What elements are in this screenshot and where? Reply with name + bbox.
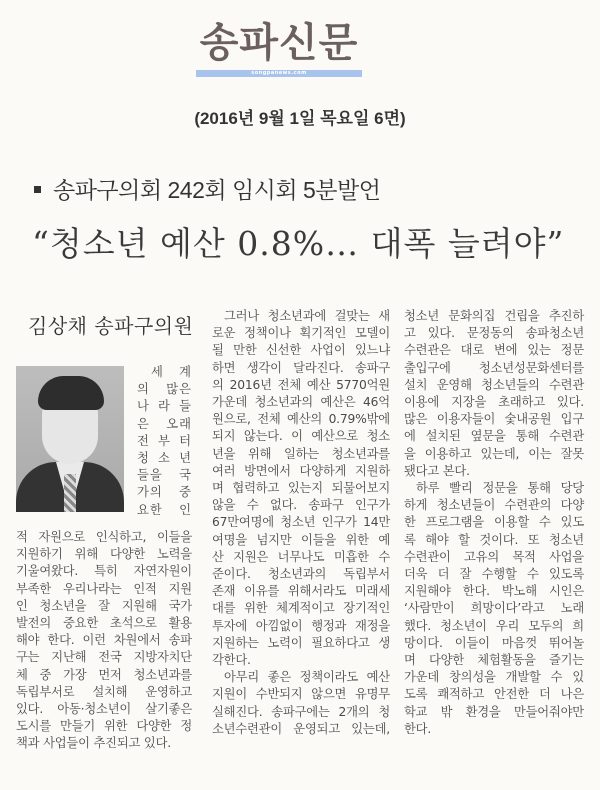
article-kicker bbox=[34, 172, 380, 205]
text-line: 하루 빨리 정문을 통해 당당 bbox=[416, 481, 584, 496]
text-line: 발전의 중요한 초석으로 활용 bbox=[16, 616, 192, 631]
text-line: 청 소 년 bbox=[137, 451, 192, 466]
text-line: 이용에 지장을 초래하고 있다. bbox=[404, 395, 584, 410]
text-line: 나 라 들 bbox=[137, 399, 192, 414]
text-line: 있다. 아동·청소년이 살기좋은 bbox=[16, 702, 192, 717]
text-line: 대를 위한 체계적이고 장기적인 bbox=[212, 601, 390, 616]
text-line: 전 부 터 bbox=[137, 433, 192, 448]
text-line: 들을 국 bbox=[137, 468, 192, 483]
masthead bbox=[196, 18, 362, 77]
text-line: 각한다. bbox=[212, 653, 251, 668]
text-line: 많은 이용자들이 숯내공원 입구 bbox=[404, 412, 584, 427]
text-line: 세 계 bbox=[151, 365, 192, 379]
article-headline: “청소년 예산 0.8%… 대폭 늘려야” bbox=[32, 224, 565, 263]
text-line: 요한 인 bbox=[137, 502, 192, 517]
text-line: 망이다. 이들이 마음껏 뛰어놀 bbox=[404, 635, 584, 650]
text-line: 학교 밖 환경을 만들어줘야만 bbox=[404, 704, 584, 719]
text-line: 했다. 청소년이 우리 모두의 희 bbox=[404, 618, 584, 633]
column-3 bbox=[404, 308, 584, 738]
text-line: ‘사람만이 희망이다’라고 노래 bbox=[404, 601, 584, 616]
column-2 bbox=[212, 308, 390, 738]
photo-hair bbox=[38, 376, 104, 410]
text-line: 설치 운영해 청소년들의 수련관 bbox=[404, 377, 584, 392]
text-line: 도록 쾌적하고 안전한 더 나은 bbox=[404, 687, 584, 702]
text-line: 을 이용하고 있는데, 이는 잘못 bbox=[404, 446, 584, 461]
text-line: 되지 않는다. 이 예산으로 청소 bbox=[212, 429, 390, 444]
text-line: 지원이 수반되지 않으면 유명무 bbox=[212, 687, 390, 702]
text-line: 도시를 만들기 위한 다양한 정 bbox=[16, 719, 192, 734]
dateline: (2016년 9월 1일 목요일 6면) bbox=[194, 109, 406, 128]
square-bullet-icon bbox=[34, 186, 41, 193]
text-line: 하면 생각이 달라진다. 송파구 bbox=[212, 360, 390, 375]
photo-tie bbox=[64, 474, 76, 512]
text-line: 해야 한다. 이런 차원에서 송파 bbox=[16, 633, 192, 648]
text-line: 실해진다. 송파구에는 2개의 청 bbox=[212, 704, 390, 719]
text-line: 원으로, 전체 예산의 0.79%밖에 bbox=[212, 412, 390, 427]
text-line: 하게 청소년들이 수련관의 다양 bbox=[404, 498, 584, 513]
text-line: 소년수련관이 운영되고 있는데, bbox=[212, 721, 390, 736]
text-line: 은 오래 bbox=[137, 416, 192, 431]
text-line: 로운 정책이나 획기적인 모델이 bbox=[212, 326, 390, 341]
text-line: 한다. bbox=[404, 721, 432, 736]
text-line: 년을 위해 일하는 청소년과를 bbox=[212, 446, 390, 461]
text-line: 인 청소년을 잘 지원해 국가 bbox=[16, 598, 192, 613]
text-line: 됐다고 본다. bbox=[404, 463, 470, 478]
text-line: 구는 지난해 전국 지방자치단 bbox=[16, 650, 192, 665]
text-line: 책과 사업들이 추진되고 있다. bbox=[16, 736, 171, 751]
text-line: 가의 중 bbox=[137, 485, 192, 500]
text-line: 아무리 좋은 정책이라도 예산 bbox=[224, 670, 390, 685]
text-line: 기울여왔다. 특히 자연자원이 bbox=[16, 564, 192, 579]
text-line: 며 다양한 체험활동을 즐기는 bbox=[404, 653, 584, 668]
text-line: 가운데 창의성을 개발할 수 있 bbox=[404, 670, 584, 685]
text-line: 가운데 청소년과의 예산은 46억 bbox=[212, 395, 390, 410]
text-line: 독립부서로 설치해 운영하고 bbox=[16, 684, 192, 699]
text-line: 여러 방면에서 다양하게 지원하 bbox=[212, 463, 390, 478]
byline: 김상채 송파구의원 bbox=[28, 314, 194, 338]
text-line: 지원하기 위해 다양한 노력을 bbox=[16, 547, 192, 562]
newspaper-logo: 송파신문 bbox=[199, 20, 359, 66]
text-line: 존재 이유를 위해서라도 미래세 bbox=[212, 584, 390, 599]
text-line: 수련관이 고유의 목적 사업을 bbox=[404, 549, 584, 564]
text-line: 여명을 넘지만 이들을 위한 예 bbox=[212, 532, 390, 547]
logo-url-bar: songpanews.com bbox=[196, 70, 362, 77]
kicker-text: 송파구의회 242회 임시회 5분발언 bbox=[53, 177, 381, 203]
text-line: 지원해야 한다. 박노해 시인은 bbox=[404, 584, 584, 599]
text-line: 투자에 아낌없이 행정과 재정을 bbox=[212, 618, 390, 633]
text-line: 의 2016년 전체 예산 5770억원 bbox=[212, 377, 390, 392]
text-line: 의 많은 bbox=[137, 382, 192, 397]
column-1-narrow bbox=[137, 364, 192, 519]
text-line: 한 프로그램을 이용할 수 있도 bbox=[404, 515, 584, 530]
text-line: 67만여명에 청소년 인구가 14만 bbox=[212, 515, 390, 530]
text-line: 록 해야 할 것이다. 또 청소년 bbox=[404, 532, 584, 547]
text-line: 수련관은 대로 변에 있는 정문 bbox=[404, 343, 584, 358]
text-line: 지원하는 노력이 필요하다고 생 bbox=[212, 635, 390, 650]
text-line: 청소년 문화의집 건립을 추진하 bbox=[404, 309, 584, 323]
column-1-wide bbox=[16, 529, 192, 753]
text-line: 출입구에 청소년성문화센터를 bbox=[404, 360, 584, 375]
text-line: 부족한 우리나라는 인적 지원 bbox=[16, 581, 192, 596]
text-line: 않을 수 없다. 송파구 인구가 bbox=[212, 498, 390, 513]
text-line: 체 중 가장 먼저 청소년과를 bbox=[16, 667, 192, 682]
text-line: 더욱 더 잘 수행할 수 있도록 bbox=[404, 567, 584, 582]
text-line: 준이다. 청소년과의 독립부서 bbox=[212, 567, 390, 582]
text-line: 고 있다. 문정동의 송파청소년 bbox=[404, 326, 584, 341]
text-line: 적 자원으로 인식하고, 이들을 bbox=[16, 530, 192, 544]
text-line: 에 설치된 옆문을 통해 수련관 bbox=[404, 429, 584, 444]
author-photo bbox=[16, 366, 124, 512]
text-line: 며 협력하고 있는지 되물어보지 bbox=[212, 481, 390, 496]
text-line: 산 지원은 너무나도 미흡한 수 bbox=[212, 549, 390, 564]
text-line: 될 만한 신선한 사업이 있느냐 bbox=[212, 343, 390, 358]
text-line: 그러나 청소년과에 걸맞는 새 bbox=[224, 309, 390, 323]
